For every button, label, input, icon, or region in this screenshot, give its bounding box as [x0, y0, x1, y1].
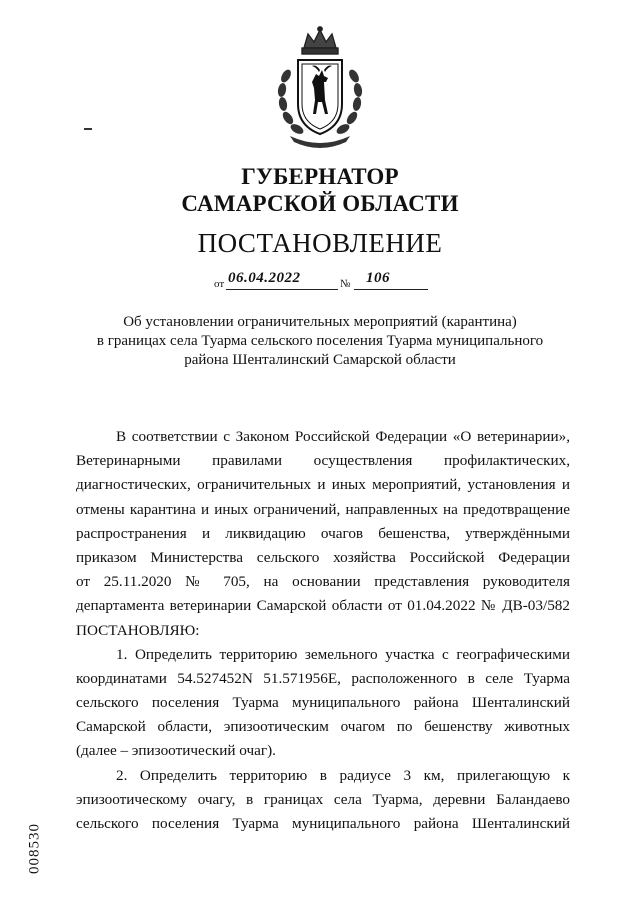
number-label: № — [340, 278, 351, 290]
date-number-line — [210, 270, 440, 292]
registration-code: 008530 — [26, 823, 43, 874]
subject-line: района Шенталинский Самарской области — [184, 352, 456, 368]
body-line: ПОСТАНОВЛЯЮ: — [76, 621, 200, 639]
document-subject — [0, 313, 640, 370]
body-line: Самарской области, эпизоотическим очагом по бешенству животных — [76, 718, 570, 736]
document-body — [76, 425, 570, 836]
date-underline — [226, 289, 338, 290]
number-underline — [354, 289, 428, 290]
body-line: (далее – эпизоотический очаг). — [76, 742, 276, 760]
registration-stamp — [20, 820, 46, 880]
body-line: сельского поселения Туарма муниципального района Шенталинский — [76, 694, 570, 712]
body-line: распространения и ликвидацию очагов бешенства, утверждёнными — [76, 524, 570, 542]
document-number: 106 — [366, 270, 390, 286]
body-line: приказом Министерства сельского хозяйства Российской Федерации — [76, 548, 570, 566]
body-line: В соответствии с Законом Российской Федерации «О ветеринарии», — [116, 428, 570, 445]
body-line: диагностических, ограничительных и иных мероприятий, установления и — [76, 476, 570, 494]
issuer-title-line2: САМАРСКОЙ ОБЛАСТИ — [181, 191, 459, 216]
subject-line: в границах села Туарма сельского поселения Туарма муниципального — [96, 333, 544, 349]
body-line: департамента ветеринарии Самарской области от 01.04.2022 № ДВ-03/582 — [76, 597, 570, 615]
body-line: Ветеринарными правилами осуществления профилактических, — [76, 452, 570, 470]
body-line: сельского поселения Туарма муниципального района Шенталинский — [76, 815, 570, 832]
body-line: координатами 54.527452N 51.571956E, расположенного в селе Туарма — [76, 669, 570, 687]
document-type: ПОСТАНОВЛЕНИЕ — [197, 228, 443, 258]
body-line: отмены карантина и иных ограничений, направленных на предотвращение — [76, 500, 570, 518]
body-line: эпизоотическому очагу, в границах села Туарма, деревни Баландаево — [76, 790, 570, 808]
document-date: 06.04.2022 — [228, 270, 301, 286]
body-line: 1. Определить территорию земельного участка с географическими — [116, 645, 570, 663]
issuer-title-line1: ГУБЕРНАТОР — [241, 164, 399, 189]
body-line: от 25.11.2020 № 705, на основании представления руководителя — [76, 573, 570, 591]
coat-of-arms-icon — [268, 26, 372, 150]
margin-mark — [84, 128, 92, 130]
date-from-label: от — [214, 278, 225, 290]
body-line: 2. Определить территорию в радиусе 3 км, прилегающую к — [116, 766, 570, 784]
subject-line: Об установлении ограничительных мероприятий (карантина) — [123, 314, 517, 330]
